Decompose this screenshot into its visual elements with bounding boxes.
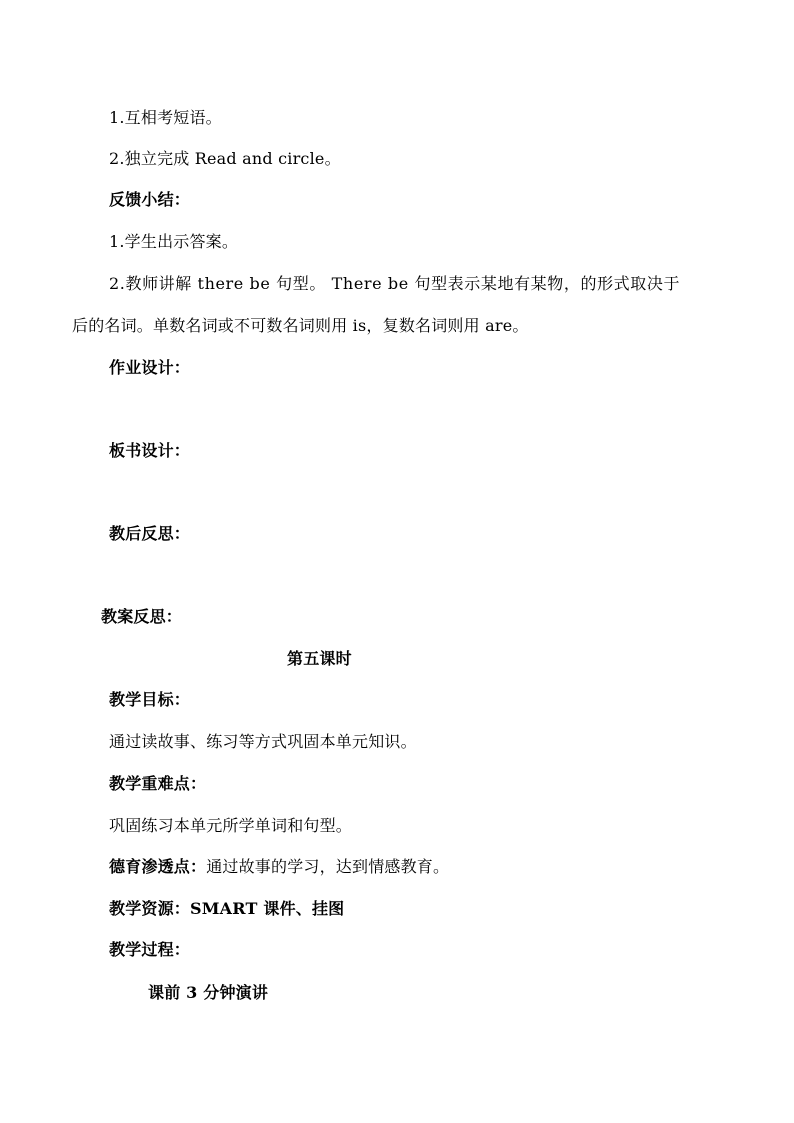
text-line-5: 2.教师讲解 there be 句型。 There be 句型表示某地有某物，的形式取决于	[109, 274, 681, 293]
subheading-three-minute-speech: 课前 3 分钟演讲	[148, 983, 269, 1002]
text-line-1: 1.互相考短语。	[109, 108, 222, 127]
heading-moral-education: 德育渗透点：	[109, 857, 207, 876]
heading-board-design: 板书设计：	[109, 441, 191, 460]
heading-feedback-summary: 反馈小结：	[109, 190, 191, 209]
text-objectives-content: 通过读故事、练习等方式巩固本单元知识。	[109, 732, 417, 751]
text-difficulties-content: 巩固练习本单元所学单词和句型。	[109, 816, 353, 835]
teaching-resources: 教学资源：SMART 课件、挂图	[109, 899, 345, 918]
moral-education-line	[109, 857, 449, 877]
text-moral-education-content: 通过故事的学习，达到情感教育。	[206, 857, 450, 876]
text-line-2: 2.独立完成 Read and circle。	[109, 149, 341, 168]
heading-lesson-plan-reflection: 教案反思：	[101, 607, 183, 626]
heading-teaching-objectives: 教学目标：	[109, 690, 191, 709]
heading-after-class-reflection: 教后反思：	[109, 524, 191, 543]
text-line-6: 后的名词。单数名词或不可数名词则用 is，复数名词则用 are。	[72, 316, 529, 335]
heading-teaching-process: 教学过程：	[109, 940, 191, 959]
text-line-4: 1.学生出示答案。	[109, 232, 239, 251]
section-title-fifth-lesson: 第五课时	[287, 649, 352, 668]
heading-homework-design: 作业设计：	[109, 358, 191, 377]
heading-key-difficulties: 教学重难点：	[109, 774, 207, 793]
